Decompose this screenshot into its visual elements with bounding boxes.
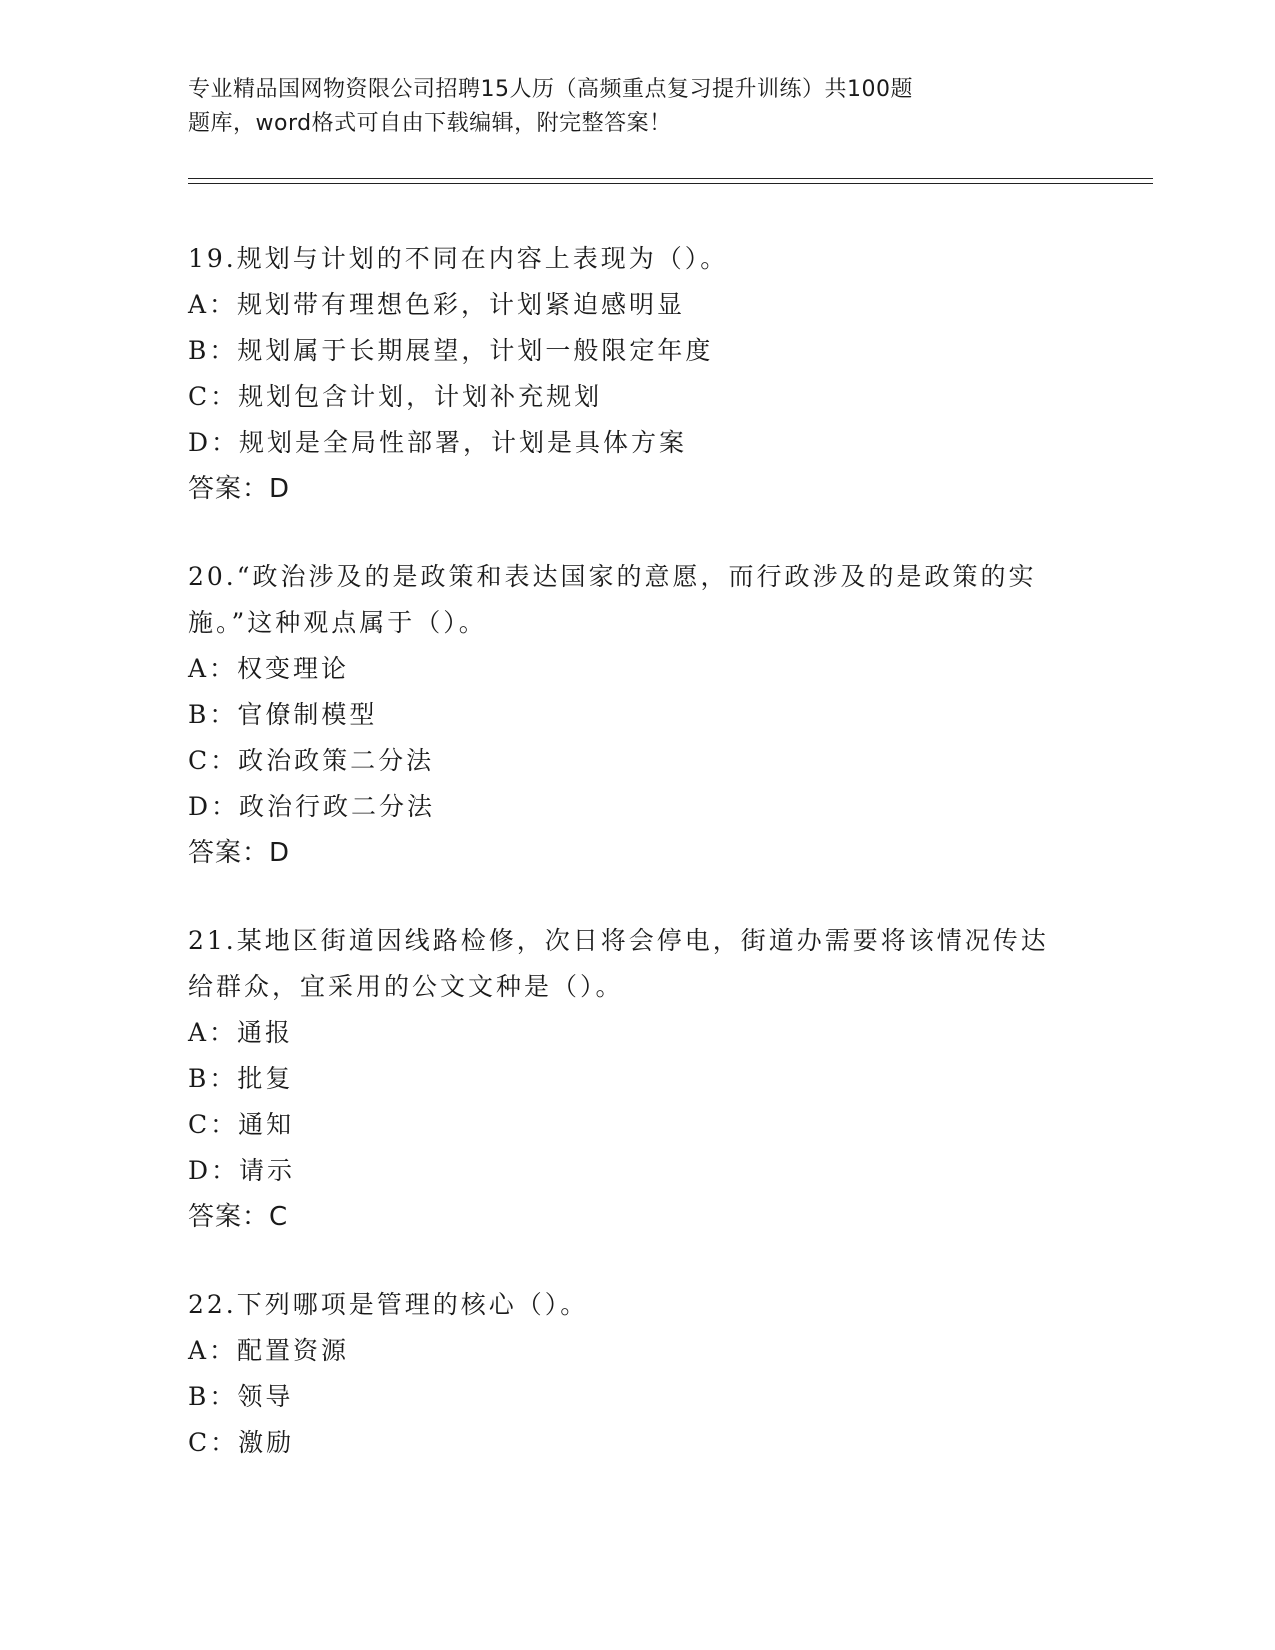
question-text: 19.规划与计划的不同在内容上表现为（）。 (188, 244, 729, 273)
header-rule-bottom (188, 183, 1153, 184)
document-header (188, 73, 1048, 141)
answer-line: 答案：D (188, 838, 291, 868)
header-line-2: 题库，word格式可自由下载编辑，附完整答案！ (188, 111, 672, 136)
question-list (188, 236, 1088, 1508)
header-line-1: 专业精品国网物资限公司招聘15人历（高频重点复习提升训练）共100题 (188, 77, 913, 102)
option-a: A：权变理论 (188, 654, 350, 683)
question-19 (188, 236, 1088, 512)
option-a: A：通报 (188, 1018, 294, 1047)
option-b: B：规划属于长期展望，计划一般限定年度 (188, 336, 714, 365)
answer-line: 答案：C (188, 1202, 289, 1232)
question-22 (188, 1282, 1088, 1466)
question-text-continued: 施。”这种观点属于（）。 (188, 608, 487, 637)
header-rule-top (188, 178, 1153, 179)
option-d: D：规划是全局性部署，计划是具体方案 (188, 428, 688, 457)
option-d: D：请示 (188, 1156, 296, 1185)
option-b: B：批复 (188, 1064, 294, 1093)
question-20 (188, 554, 1088, 876)
option-a: A：规划带有理想色彩，计划紧迫感明显 (188, 290, 686, 319)
question-21 (188, 918, 1088, 1240)
option-c: C：规划包含计划，计划补充规划 (188, 382, 603, 411)
option-b: B：领导 (188, 1382, 294, 1411)
option-d: D：政治行政二分法 (188, 792, 436, 821)
option-a: A：配置资源 (188, 1336, 350, 1365)
option-b: B：官僚制模型 (188, 700, 378, 729)
option-c: C：政治政策二分法 (188, 746, 435, 775)
option-c: C：通知 (188, 1110, 295, 1139)
question-text-continued: 给群众，宜采用的公文文种是（）。 (188, 972, 624, 1001)
question-text: 22.下列哪项是管理的核心（）。 (188, 1290, 589, 1319)
option-c: C：激励 (188, 1428, 295, 1457)
answer-line: 答案：D (188, 474, 291, 504)
question-text: 20.“政治涉及的是政策和表达国家的意愿，而行政涉及的是政策的实 (188, 562, 1037, 591)
question-text: 21.某地区街道因线路检修，次日将会停电，街道办需要将该情况传达 (188, 926, 1049, 955)
